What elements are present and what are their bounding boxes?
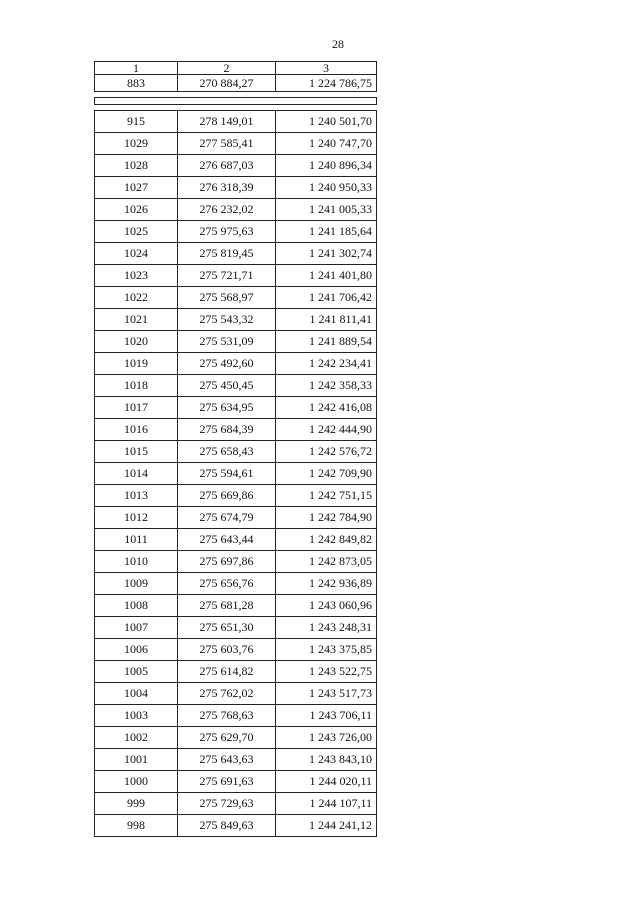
x-coordinate-cell: 275 819,45 — [178, 243, 276, 265]
page-number: 28 — [332, 37, 344, 51]
y-coordinate-cell: 1 242 873,05 — [276, 551, 377, 573]
x-coordinate-cell: 275 681,28 — [178, 595, 276, 617]
x-coordinate-cell: 278 149,01 — [178, 111, 276, 133]
point-number-cell: 1006 — [95, 639, 178, 661]
x-coordinate-cell: 275 603,76 — [178, 639, 276, 661]
y-coordinate-cell: 1 243 706,11 — [276, 705, 377, 727]
y-coordinate-cell: 1 244 020,11 — [276, 771, 377, 793]
table-row — [95, 155, 377, 177]
y-coordinate-cell: 1 242 234,41 — [276, 353, 377, 375]
table-header-row — [95, 62, 377, 75]
y-coordinate-cell: 1 242 751,15 — [276, 485, 377, 507]
coordinates-table-body — [95, 62, 377, 837]
table-row — [95, 793, 377, 815]
x-coordinate-cell: 275 691,63 — [178, 771, 276, 793]
y-coordinate-cell: 1 242 444,90 — [276, 419, 377, 441]
y-coordinate-cell: 1 242 576,72 — [276, 441, 377, 463]
point-number-cell: 1020 — [95, 331, 178, 353]
table-row — [95, 463, 377, 485]
table-row — [95, 331, 377, 353]
y-coordinate-cell: 1 243 522,75 — [276, 661, 377, 683]
point-number-cell: 1009 — [95, 573, 178, 595]
point-number-cell: 1014 — [95, 463, 178, 485]
y-coordinate-cell: 1 240 501,70 — [276, 111, 377, 133]
point-number-cell: 1002 — [95, 727, 178, 749]
table-row — [95, 727, 377, 749]
y-coordinate-cell: 1 241 401,80 — [276, 265, 377, 287]
table-row — [95, 265, 377, 287]
x-coordinate-cell: 275 643,44 — [178, 529, 276, 551]
x-coordinate-cell: 277 585,41 — [178, 133, 276, 155]
x-coordinate-cell: 275 658,43 — [178, 441, 276, 463]
x-coordinate-cell: 275 684,39 — [178, 419, 276, 441]
y-coordinate-cell: 1 242 784,90 — [276, 507, 377, 529]
y-coordinate-cell: 1 243 248,31 — [276, 617, 377, 639]
x-coordinate-cell: 276 232,02 — [178, 199, 276, 221]
x-coordinate-cell: 275 975,63 — [178, 221, 276, 243]
table-row — [95, 485, 377, 507]
x-coordinate-cell: 275 651,30 — [178, 617, 276, 639]
point-number-cell: 1027 — [95, 177, 178, 199]
x-coordinate-cell: 275 697,86 — [178, 551, 276, 573]
x-coordinate-cell: 275 674,79 — [178, 507, 276, 529]
point-number-cell: 1015 — [95, 441, 178, 463]
column-header-1: 1 — [95, 62, 178, 75]
point-number-cell: 883 — [95, 75, 178, 92]
x-coordinate-cell: 275 669,86 — [178, 485, 276, 507]
point-number-cell: 1003 — [95, 705, 178, 727]
x-coordinate-cell: 275 543,32 — [178, 309, 276, 331]
table-row-first — [95, 75, 377, 92]
point-number-cell: 1019 — [95, 353, 178, 375]
point-number-cell: 1000 — [95, 771, 178, 793]
table-row — [95, 353, 377, 375]
y-coordinate-cell: 1 243 060,96 — [276, 595, 377, 617]
x-coordinate-cell: 275 721,71 — [178, 265, 276, 287]
column-header-2: 2 — [178, 62, 276, 75]
x-coordinate-cell: 275 568,97 — [178, 287, 276, 309]
y-coordinate-cell: 1 243 726,00 — [276, 727, 377, 749]
point-number-cell: 1026 — [95, 199, 178, 221]
table-row — [95, 199, 377, 221]
table-row — [95, 551, 377, 573]
table-gap-cell — [95, 98, 377, 105]
point-number-cell: 1018 — [95, 375, 178, 397]
x-coordinate-cell: 275 656,76 — [178, 573, 276, 595]
point-number-cell: 1022 — [95, 287, 178, 309]
table-row — [95, 595, 377, 617]
table-row — [95, 287, 377, 309]
table-row — [95, 683, 377, 705]
x-coordinate-cell: 275 634,95 — [178, 397, 276, 419]
y-coordinate-cell: 1 241 889,54 — [276, 331, 377, 353]
y-coordinate-cell: 1 242 358,33 — [276, 375, 377, 397]
point-number-cell: 1023 — [95, 265, 178, 287]
point-number-cell: 1029 — [95, 133, 178, 155]
table-row — [95, 243, 377, 265]
table-gap-row — [95, 98, 377, 105]
point-number-cell: 1013 — [95, 485, 178, 507]
table-row — [95, 573, 377, 595]
point-number-cell: 1010 — [95, 551, 178, 573]
point-number-cell: 1028 — [95, 155, 178, 177]
x-coordinate-cell: 275 643,63 — [178, 749, 276, 771]
coordinates-table — [94, 61, 377, 837]
y-coordinate-cell: 1 243 843,10 — [276, 749, 377, 771]
y-coordinate-cell: 1 242 709,90 — [276, 463, 377, 485]
y-coordinate-cell: 1 244 107,11 — [276, 793, 377, 815]
table-row — [95, 705, 377, 727]
x-coordinate-cell: 276 318,39 — [178, 177, 276, 199]
x-coordinate-cell: 275 729,63 — [178, 793, 276, 815]
table-row — [95, 639, 377, 661]
x-coordinate-cell: 275 762,02 — [178, 683, 276, 705]
y-coordinate-cell: 1 242 416,08 — [276, 397, 377, 419]
y-coordinate-cell: 1 240 747,70 — [276, 133, 377, 155]
y-coordinate-cell: 1 241 185,64 — [276, 221, 377, 243]
y-coordinate-cell: 1 224 786,75 — [276, 75, 377, 92]
point-number-cell: 998 — [95, 815, 178, 837]
x-coordinate-cell: 275 629,70 — [178, 727, 276, 749]
x-coordinate-cell: 275 768,63 — [178, 705, 276, 727]
table-row — [95, 221, 377, 243]
y-coordinate-cell: 1 241 811,41 — [276, 309, 377, 331]
y-coordinate-cell: 1 241 005,33 — [276, 199, 377, 221]
x-coordinate-cell: 275 492,60 — [178, 353, 276, 375]
point-number-cell: 1012 — [95, 507, 178, 529]
x-coordinate-cell: 275 614,82 — [178, 661, 276, 683]
y-coordinate-cell: 1 240 950,33 — [276, 177, 377, 199]
table-row — [95, 661, 377, 683]
point-number-cell: 915 — [95, 111, 178, 133]
x-coordinate-cell: 270 884,27 — [178, 75, 276, 92]
y-coordinate-cell: 1 242 936,89 — [276, 573, 377, 595]
point-number-cell: 1016 — [95, 419, 178, 441]
point-number-cell: 1005 — [95, 661, 178, 683]
point-number-cell: 1008 — [95, 595, 178, 617]
point-number-cell: 1001 — [95, 749, 178, 771]
y-coordinate-cell: 1 243 517,73 — [276, 683, 377, 705]
table-row — [95, 375, 377, 397]
point-number-cell: 1017 — [95, 397, 178, 419]
y-coordinate-cell: 1 244 241,12 — [276, 815, 377, 837]
y-coordinate-cell: 1 241 706,42 — [276, 287, 377, 309]
table-row — [95, 111, 377, 133]
y-coordinate-cell: 1 240 896,34 — [276, 155, 377, 177]
y-coordinate-cell: 1 242 849,82 — [276, 529, 377, 551]
point-number-cell: 1004 — [95, 683, 178, 705]
x-coordinate-cell: 275 594,61 — [178, 463, 276, 485]
table-row — [95, 309, 377, 331]
table-row — [95, 617, 377, 639]
table-row — [95, 419, 377, 441]
point-number-cell: 1011 — [95, 529, 178, 551]
x-coordinate-cell: 276 687,03 — [178, 155, 276, 177]
y-coordinate-cell: 1 243 375,85 — [276, 639, 377, 661]
point-number-cell: 1021 — [95, 309, 178, 331]
table-row — [95, 749, 377, 771]
point-number-cell: 999 — [95, 793, 178, 815]
table-row — [95, 441, 377, 463]
point-number-cell: 1007 — [95, 617, 178, 639]
point-number-cell: 1025 — [95, 221, 178, 243]
table-row — [95, 529, 377, 551]
column-header-3: 3 — [276, 62, 377, 75]
table-row — [95, 133, 377, 155]
x-coordinate-cell: 275 450,45 — [178, 375, 276, 397]
x-coordinate-cell: 275 531,09 — [178, 331, 276, 353]
table-row — [95, 507, 377, 529]
table-row — [95, 397, 377, 419]
point-number-cell: 1024 — [95, 243, 178, 265]
y-coordinate-cell: 1 241 302,74 — [276, 243, 377, 265]
table-row — [95, 815, 377, 837]
table-row — [95, 771, 377, 793]
x-coordinate-cell: 275 849,63 — [178, 815, 276, 837]
table-row — [95, 177, 377, 199]
